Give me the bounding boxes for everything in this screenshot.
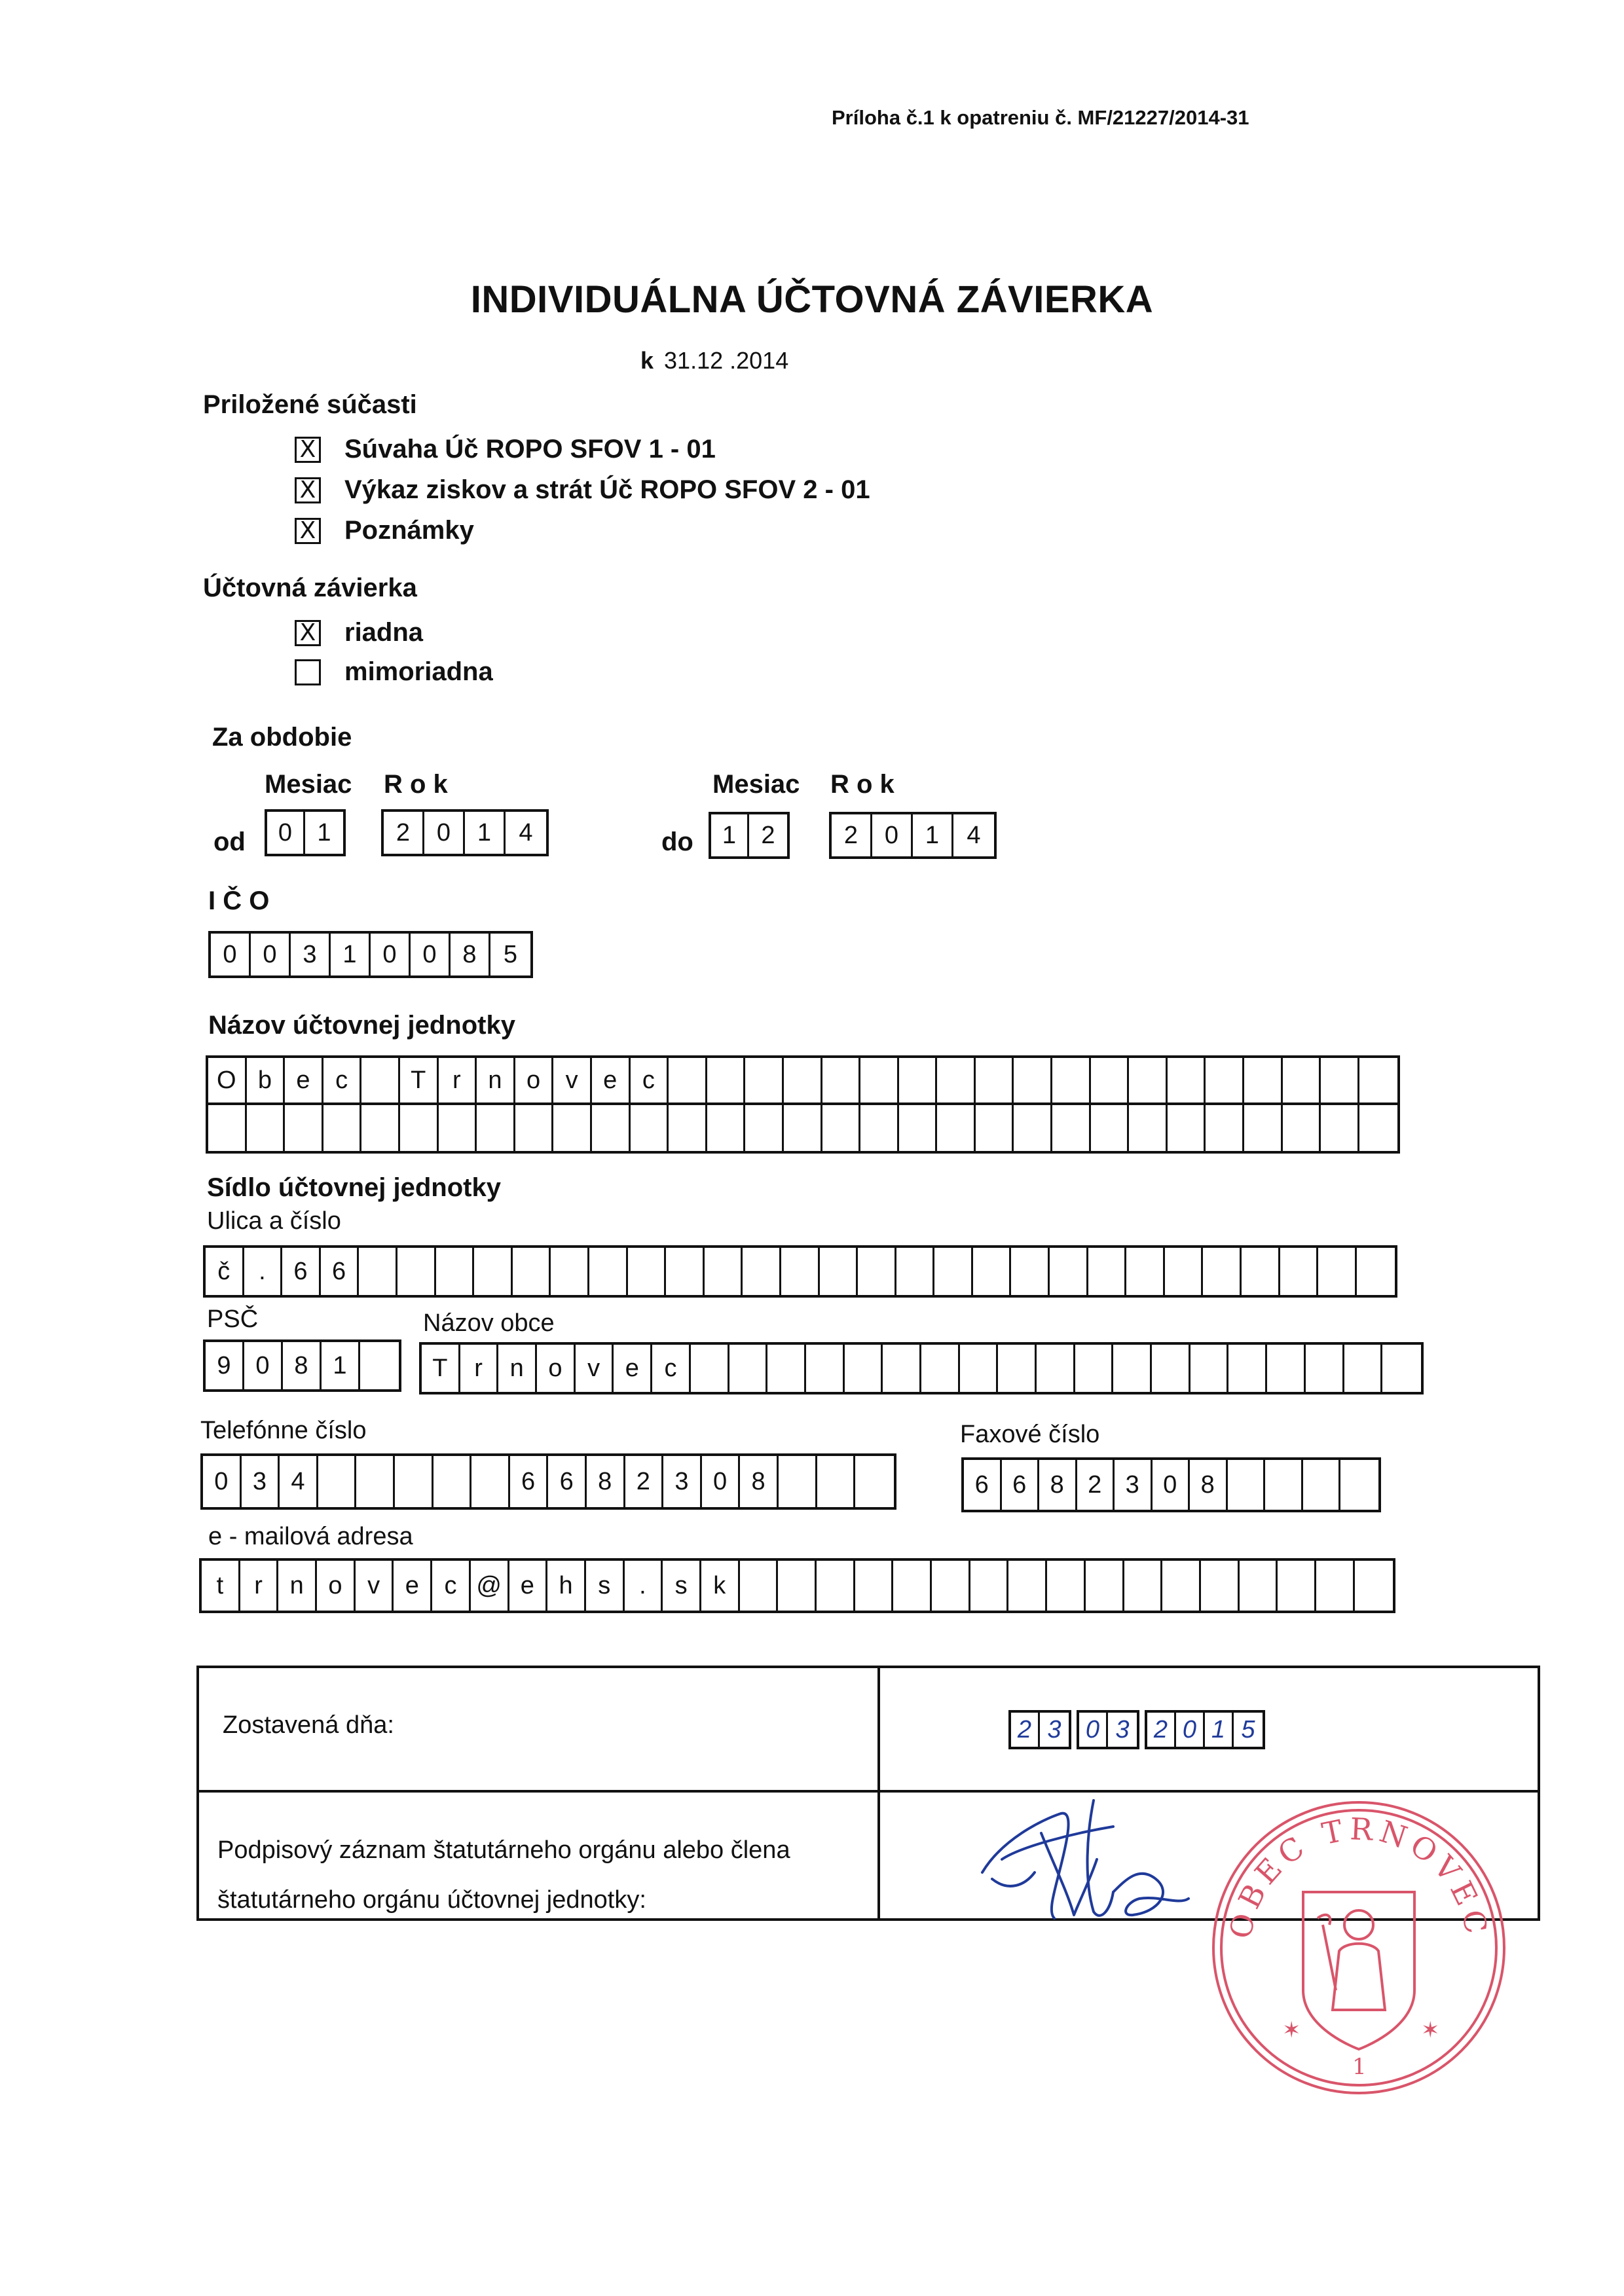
char-box[interactable] bbox=[1283, 1105, 1321, 1151]
char-box[interactable]: b bbox=[247, 1058, 286, 1102]
period-heading: Za obdobie bbox=[212, 723, 352, 752]
char-box[interactable]: 1 bbox=[317, 818, 331, 847]
char-box[interactable] bbox=[553, 1105, 592, 1151]
char-box[interactable] bbox=[1359, 1105, 1398, 1151]
char-box[interactable] bbox=[1050, 1248, 1088, 1295]
char-box[interactable] bbox=[937, 1105, 976, 1151]
char-box[interactable] bbox=[998, 1345, 1037, 1392]
char-box[interactable] bbox=[784, 1058, 822, 1102]
char-box[interactable] bbox=[247, 1105, 286, 1151]
char-box[interactable] bbox=[1240, 1561, 1278, 1611]
char-box[interactable] bbox=[1047, 1561, 1086, 1611]
char-box[interactable] bbox=[1129, 1105, 1168, 1151]
char-box[interactable] bbox=[436, 1248, 475, 1295]
char-box[interactable]: 3 bbox=[291, 934, 331, 975]
star-icon: ✶ bbox=[1421, 2017, 1440, 2043]
char-box[interactable]: r bbox=[460, 1345, 499, 1392]
stamp-text: OBEC TRNOVEC bbox=[1222, 1811, 1496, 1942]
char-box[interactable] bbox=[1162, 1561, 1201, 1611]
char-box[interactable] bbox=[860, 1058, 899, 1102]
compiled-day-boxes[interactable] bbox=[1008, 1710, 1071, 1749]
char-box[interactable]: 8 bbox=[1039, 1460, 1077, 1510]
official-stamp bbox=[1205, 1794, 1513, 2102]
char-box[interactable]: 4 bbox=[967, 821, 981, 849]
char-box[interactable]: 0 bbox=[251, 934, 291, 975]
town-boxes[interactable] bbox=[419, 1342, 1424, 1394]
char-box[interactable] bbox=[318, 1456, 357, 1507]
ico-boxes[interactable] bbox=[208, 931, 533, 978]
to-label: do bbox=[661, 828, 693, 856]
street-boxes[interactable] bbox=[203, 1245, 1397, 1298]
char-box[interactable] bbox=[899, 1058, 938, 1102]
char-box[interactable] bbox=[820, 1248, 858, 1295]
char-box[interactable]: 8 bbox=[1190, 1460, 1228, 1510]
char-box[interactable] bbox=[1280, 1248, 1319, 1295]
from-month-boxes[interactable] bbox=[265, 809, 346, 856]
char-box[interactable]: 0 bbox=[203, 1456, 242, 1507]
char-box[interactable] bbox=[691, 1345, 729, 1392]
char-box[interactable] bbox=[1037, 1345, 1075, 1392]
fax-label: Faxové číslo bbox=[960, 1421, 1100, 1448]
char-box[interactable]: s bbox=[586, 1561, 625, 1611]
attached-part-income-statement[interactable] bbox=[295, 475, 870, 505]
document-title: INDIVIDUÁLNA ÚČTOVNÁ ZÁVIERKA bbox=[470, 278, 1154, 321]
attached-part-notes[interactable] bbox=[295, 516, 474, 545]
char-box[interactable]: 0 bbox=[211, 934, 251, 975]
char-box[interactable] bbox=[934, 1248, 973, 1295]
char-box[interactable]: 2 bbox=[1077, 1460, 1115, 1510]
char-box[interactable] bbox=[1091, 1105, 1130, 1151]
char-box[interactable] bbox=[729, 1345, 768, 1392]
signature-record-line2: štatutárneho orgánu účtovnej jednotky: bbox=[217, 1886, 646, 1914]
char-box[interactable] bbox=[471, 1456, 510, 1507]
fax-boxes[interactable] bbox=[961, 1457, 1381, 1512]
compiled-month-boxes[interactable] bbox=[1077, 1710, 1139, 1749]
char-box[interactable] bbox=[1129, 1058, 1168, 1102]
char-box[interactable] bbox=[778, 1561, 817, 1611]
char-box[interactable] bbox=[1278, 1561, 1316, 1611]
char-box[interactable] bbox=[976, 1058, 1014, 1102]
char-box[interactable] bbox=[1228, 1460, 1266, 1510]
char-box[interactable] bbox=[1075, 1345, 1114, 1392]
to-month-boxes[interactable] bbox=[709, 812, 790, 859]
char-box[interactable] bbox=[1168, 1058, 1206, 1102]
char-box[interactable]: 0 bbox=[267, 812, 305, 854]
char-box[interactable] bbox=[767, 1345, 806, 1392]
char-box[interactable]: 2 bbox=[832, 814, 872, 856]
char-box[interactable] bbox=[855, 1561, 894, 1611]
char-box[interactable] bbox=[669, 1105, 707, 1151]
table-divider-vertical bbox=[877, 1668, 880, 1918]
char-box[interactable] bbox=[899, 1105, 938, 1151]
char-box[interactable] bbox=[860, 1105, 899, 1151]
char-box[interactable] bbox=[359, 1248, 397, 1295]
char-box[interactable]: 8 bbox=[740, 1456, 779, 1507]
char-box[interactable] bbox=[323, 1105, 362, 1151]
phone-boxes[interactable] bbox=[200, 1453, 896, 1510]
char-box[interactable] bbox=[1201, 1561, 1240, 1611]
char-box[interactable] bbox=[1206, 1105, 1244, 1151]
char-box[interactable]: 8 bbox=[587, 1456, 625, 1507]
statement-type-heading: Účtovná závierka bbox=[203, 574, 417, 602]
char-box[interactable] bbox=[1113, 1345, 1152, 1392]
char-box[interactable] bbox=[705, 1248, 743, 1295]
signature-record-line1: Podpisový záznam štatutárneho orgánu alebo člena bbox=[217, 1836, 790, 1864]
char-box[interactable]: 1 bbox=[331, 934, 371, 975]
char-box[interactable] bbox=[1091, 1058, 1130, 1102]
as-of-prefix: k bbox=[640, 347, 654, 374]
char-box[interactable] bbox=[883, 1345, 921, 1392]
char-box[interactable] bbox=[592, 1105, 631, 1151]
psc-boxes[interactable] bbox=[203, 1339, 401, 1392]
char-box[interactable]: 3 bbox=[663, 1456, 702, 1507]
char-box[interactable] bbox=[921, 1345, 960, 1392]
char-box[interactable] bbox=[1086, 1561, 1124, 1611]
char-box[interactable] bbox=[1088, 1248, 1127, 1295]
town-label: Názov obce bbox=[423, 1309, 555, 1337]
char-box[interactable] bbox=[285, 1105, 323, 1151]
char-box[interactable]: n bbox=[278, 1561, 317, 1611]
char-box[interactable] bbox=[1321, 1058, 1359, 1102]
char-box[interactable]: 3 bbox=[242, 1456, 280, 1507]
char-box[interactable]: . bbox=[244, 1248, 283, 1295]
char-box[interactable] bbox=[1168, 1105, 1206, 1151]
char-box[interactable] bbox=[817, 1561, 855, 1611]
checkbox[interactable]: X bbox=[295, 437, 321, 463]
char-box[interactable] bbox=[976, 1105, 1014, 1151]
char-box[interactable] bbox=[973, 1248, 1012, 1295]
char-box[interactable] bbox=[1242, 1248, 1280, 1295]
checkbox-label: riadna bbox=[344, 618, 424, 647]
char-box[interactable] bbox=[1014, 1105, 1052, 1151]
attached-part-balance-sheet[interactable] bbox=[295, 435, 716, 464]
char-box[interactable] bbox=[1203, 1248, 1242, 1295]
char-box[interactable] bbox=[395, 1456, 434, 1507]
char-box[interactable] bbox=[1165, 1248, 1204, 1295]
char-box[interactable] bbox=[806, 1345, 845, 1392]
entity-name-heading: Názov účtovnej jednotky bbox=[208, 1011, 515, 1040]
char-box[interactable]: 0 bbox=[702, 1456, 741, 1507]
seat-heading: Sídlo účtovnej jednotky bbox=[207, 1173, 501, 1202]
char-box[interactable]: c bbox=[652, 1345, 691, 1392]
checkbox-label: Výkaz ziskov a strát Úč ROPO SFOV 2 - 01 bbox=[344, 475, 870, 504]
char-box[interactable]: v bbox=[356, 1561, 394, 1611]
char-box[interactable]: c bbox=[323, 1058, 362, 1102]
checkbox-label: Poznámky bbox=[344, 516, 474, 545]
char-box[interactable] bbox=[896, 1248, 935, 1295]
char-box[interactable] bbox=[817, 1456, 856, 1507]
from-year-boxes[interactable] bbox=[381, 809, 549, 856]
email-label: e - mailová adresa bbox=[208, 1523, 413, 1550]
char-box[interactable]: k bbox=[701, 1561, 740, 1611]
char-box[interactable]: o bbox=[537, 1345, 576, 1392]
char-box[interactable] bbox=[1124, 1561, 1163, 1611]
char-box[interactable] bbox=[356, 1456, 395, 1507]
to-year-boxes[interactable] bbox=[829, 812, 997, 859]
char-box[interactable]: c bbox=[432, 1561, 471, 1611]
char-box[interactable]: . bbox=[625, 1561, 663, 1611]
char-box[interactable]: 0 bbox=[872, 814, 913, 856]
char-box[interactable]: 6 bbox=[510, 1456, 549, 1507]
char-box[interactable] bbox=[434, 1456, 472, 1507]
char-box[interactable]: 5 bbox=[503, 940, 518, 968]
char-box[interactable] bbox=[960, 1345, 999, 1392]
char-box[interactable] bbox=[893, 1561, 932, 1611]
char-box[interactable]: 6 bbox=[1002, 1460, 1040, 1510]
char-box[interactable] bbox=[932, 1561, 970, 1611]
char-box[interactable]: 2 bbox=[761, 821, 775, 849]
char-box[interactable] bbox=[855, 1456, 894, 1507]
char-box[interactable]: 1 bbox=[913, 814, 953, 856]
char-box[interactable] bbox=[1152, 1345, 1190, 1392]
char-box[interactable] bbox=[1357, 1248, 1395, 1295]
char-box[interactable] bbox=[1303, 1460, 1341, 1510]
char-box[interactable] bbox=[400, 1105, 439, 1151]
char-box[interactable]: t bbox=[202, 1561, 240, 1611]
char-box[interactable]: r bbox=[240, 1561, 279, 1611]
char-box[interactable] bbox=[208, 1105, 247, 1151]
statement-type-regular[interactable] bbox=[295, 618, 423, 647]
char-box[interactable]: 5 bbox=[1241, 1715, 1255, 1743]
char-box[interactable] bbox=[1244, 1058, 1283, 1102]
char-box[interactable] bbox=[631, 1105, 669, 1151]
char-box[interactable] bbox=[822, 1105, 861, 1151]
char-box[interactable]: e bbox=[509, 1561, 548, 1611]
attached-parts-heading: Priložené súčasti bbox=[203, 390, 417, 419]
email-boxes[interactable] bbox=[199, 1558, 1395, 1613]
char-box[interactable]: 4 bbox=[280, 1456, 318, 1507]
char-box[interactable] bbox=[1306, 1345, 1344, 1392]
char-box[interactable] bbox=[858, 1248, 896, 1295]
char-box[interactable]: 3 bbox=[1115, 1715, 1130, 1743]
char-box[interactable] bbox=[1344, 1345, 1383, 1392]
statement-type-extraordinary[interactable] bbox=[295, 657, 493, 687]
char-box[interactable] bbox=[513, 1248, 551, 1295]
char-box[interactable]: e bbox=[285, 1058, 323, 1102]
char-box[interactable]: e bbox=[592, 1058, 631, 1102]
to-year-label: R o k bbox=[830, 770, 895, 799]
char-box[interactable]: 8 bbox=[451, 934, 490, 975]
char-box[interactable] bbox=[784, 1105, 822, 1151]
char-box[interactable] bbox=[1014, 1058, 1052, 1102]
as-of-value: 31.12 .2014 bbox=[664, 347, 789, 374]
char-box[interactable] bbox=[740, 1561, 779, 1611]
char-box[interactable]: n bbox=[498, 1345, 537, 1392]
char-box[interactable] bbox=[743, 1248, 781, 1295]
char-box[interactable] bbox=[970, 1561, 1009, 1611]
char-box[interactable]: 1 bbox=[1205, 1713, 1234, 1747]
to-month-label: Mesiac bbox=[712, 770, 800, 799]
table-divider-horizontal bbox=[199, 1790, 1538, 1793]
char-box[interactable]: c bbox=[631, 1058, 669, 1102]
char-box[interactable] bbox=[551, 1248, 589, 1295]
as-of-date bbox=[640, 347, 788, 374]
char-box[interactable] bbox=[628, 1248, 667, 1295]
char-box[interactable] bbox=[360, 1342, 399, 1389]
char-box[interactable]: n bbox=[477, 1058, 515, 1102]
char-box[interactable]: e bbox=[614, 1345, 652, 1392]
char-box[interactable]: 2 bbox=[625, 1456, 664, 1507]
char-box[interactable]: 1 bbox=[465, 812, 506, 854]
char-box[interactable] bbox=[1316, 1561, 1355, 1611]
char-box[interactable] bbox=[1052, 1058, 1091, 1102]
char-box[interactable] bbox=[1267, 1345, 1306, 1392]
char-box[interactable] bbox=[1355, 1561, 1393, 1611]
char-box[interactable]: h bbox=[547, 1561, 586, 1611]
char-box[interactable] bbox=[1228, 1345, 1267, 1392]
char-box[interactable] bbox=[1244, 1105, 1283, 1151]
char-box[interactable]: 0 bbox=[1153, 1460, 1190, 1510]
char-box[interactable] bbox=[1126, 1248, 1165, 1295]
char-box[interactable] bbox=[779, 1456, 817, 1507]
char-box[interactable] bbox=[1321, 1105, 1359, 1151]
char-box[interactable] bbox=[845, 1345, 883, 1392]
char-box[interactable] bbox=[361, 1058, 400, 1102]
char-box[interactable]: 9 bbox=[206, 1342, 244, 1389]
char-box[interactable] bbox=[822, 1058, 861, 1102]
char-box[interactable] bbox=[745, 1058, 784, 1102]
entity-name-row2[interactable] bbox=[206, 1105, 1400, 1154]
char-box[interactable] bbox=[1190, 1345, 1229, 1392]
char-box[interactable] bbox=[781, 1248, 820, 1295]
char-box[interactable] bbox=[937, 1058, 976, 1102]
compiled-year-boxes[interactable] bbox=[1145, 1710, 1265, 1749]
char-box[interactable]: T bbox=[422, 1345, 460, 1392]
char-box[interactable]: v bbox=[553, 1058, 592, 1102]
char-box[interactable] bbox=[745, 1105, 784, 1151]
char-box[interactable] bbox=[477, 1105, 515, 1151]
char-box[interactable]: 0 bbox=[411, 934, 451, 975]
char-box[interactable]: 0 bbox=[1176, 1713, 1205, 1747]
char-box[interactable]: 6 bbox=[964, 1460, 1002, 1510]
checkbox-label: Súvaha Úč ROPO SFOV 1 - 01 bbox=[344, 435, 716, 464]
char-box[interactable]: 0 bbox=[244, 1342, 283, 1389]
checkbox[interactable]: X bbox=[295, 518, 321, 544]
char-box[interactable]: T bbox=[400, 1058, 439, 1102]
char-box[interactable] bbox=[1283, 1058, 1321, 1102]
checkbox[interactable]: X bbox=[295, 477, 321, 503]
char-box[interactable]: o bbox=[515, 1058, 554, 1102]
char-box[interactable]: v bbox=[576, 1345, 614, 1392]
char-box[interactable]: 1 bbox=[322, 1342, 360, 1389]
annex-reference: Príloha č.1 k opatreniu č. MF/21227/2014-31 bbox=[832, 106, 1249, 129]
char-box[interactable] bbox=[1265, 1460, 1303, 1510]
char-box[interactable]: č bbox=[206, 1248, 244, 1295]
checkbox-label: mimoriadna bbox=[344, 657, 493, 686]
char-box[interactable]: O bbox=[208, 1058, 247, 1102]
compiled-date-label: Zostavená dňa: bbox=[223, 1711, 394, 1739]
char-box[interactable]: r bbox=[439, 1058, 477, 1102]
char-box[interactable]: 0 bbox=[424, 812, 465, 854]
char-box[interactable]: 6 bbox=[321, 1248, 360, 1295]
star-icon: ✶ bbox=[1282, 2017, 1301, 2043]
checkbox[interactable]: X bbox=[295, 620, 321, 646]
char-box[interactable]: 2 bbox=[1147, 1713, 1176, 1747]
char-box[interactable] bbox=[589, 1248, 628, 1295]
char-box[interactable] bbox=[1359, 1058, 1398, 1102]
char-box[interactable] bbox=[1011, 1248, 1050, 1295]
from-month-label: Mesiac bbox=[265, 770, 352, 799]
psc-label: PSČ bbox=[207, 1305, 259, 1333]
handwritten-signature bbox=[963, 1781, 1198, 1931]
char-box[interactable]: 3 bbox=[1115, 1460, 1153, 1510]
signature-record-label bbox=[217, 1825, 790, 1925]
char-box[interactable]: 8 bbox=[283, 1342, 322, 1389]
char-box[interactable] bbox=[707, 1105, 746, 1151]
char-box[interactable] bbox=[1340, 1460, 1378, 1510]
char-box[interactable]: 0 bbox=[1079, 1713, 1108, 1747]
char-box[interactable]: 6 bbox=[548, 1456, 587, 1507]
char-box[interactable] bbox=[669, 1058, 707, 1102]
char-box[interactable] bbox=[397, 1248, 436, 1295]
char-box[interactable]: 1 bbox=[711, 814, 749, 856]
char-box[interactable] bbox=[474, 1248, 513, 1295]
char-box[interactable]: 2 bbox=[1011, 1713, 1040, 1747]
stamp-number: 1 bbox=[1352, 2054, 1367, 2080]
char-box[interactable] bbox=[439, 1105, 477, 1151]
char-box[interactable]: @ bbox=[471, 1561, 509, 1611]
char-box[interactable] bbox=[1008, 1561, 1047, 1611]
char-box[interactable] bbox=[361, 1105, 400, 1151]
char-box[interactable] bbox=[515, 1105, 554, 1151]
char-box[interactable]: e bbox=[394, 1561, 432, 1611]
street-label: Ulica a číslo bbox=[207, 1207, 341, 1235]
ico-heading: I Č O bbox=[208, 886, 270, 915]
from-label: od bbox=[213, 828, 246, 856]
phone-label: Telefónne číslo bbox=[200, 1417, 367, 1444]
char-box[interactable] bbox=[1318, 1248, 1357, 1295]
char-box[interactable]: s bbox=[663, 1561, 701, 1611]
char-box[interactable]: 3 bbox=[1047, 1715, 1061, 1743]
checkbox[interactable] bbox=[295, 659, 321, 685]
char-box[interactable]: 2 bbox=[384, 812, 424, 854]
char-box[interactable]: 4 bbox=[519, 818, 533, 847]
char-box[interactable] bbox=[1382, 1345, 1421, 1392]
char-box[interactable]: 0 bbox=[371, 934, 411, 975]
from-year-label: R o k bbox=[384, 770, 448, 799]
char-box[interactable]: o bbox=[317, 1561, 356, 1611]
entity-name-row1[interactable] bbox=[206, 1055, 1400, 1105]
char-box[interactable]: 6 bbox=[282, 1248, 321, 1295]
char-box[interactable] bbox=[707, 1058, 746, 1102]
char-box[interactable] bbox=[666, 1248, 705, 1295]
char-box[interactable] bbox=[1052, 1105, 1091, 1151]
char-box[interactable] bbox=[1206, 1058, 1244, 1102]
